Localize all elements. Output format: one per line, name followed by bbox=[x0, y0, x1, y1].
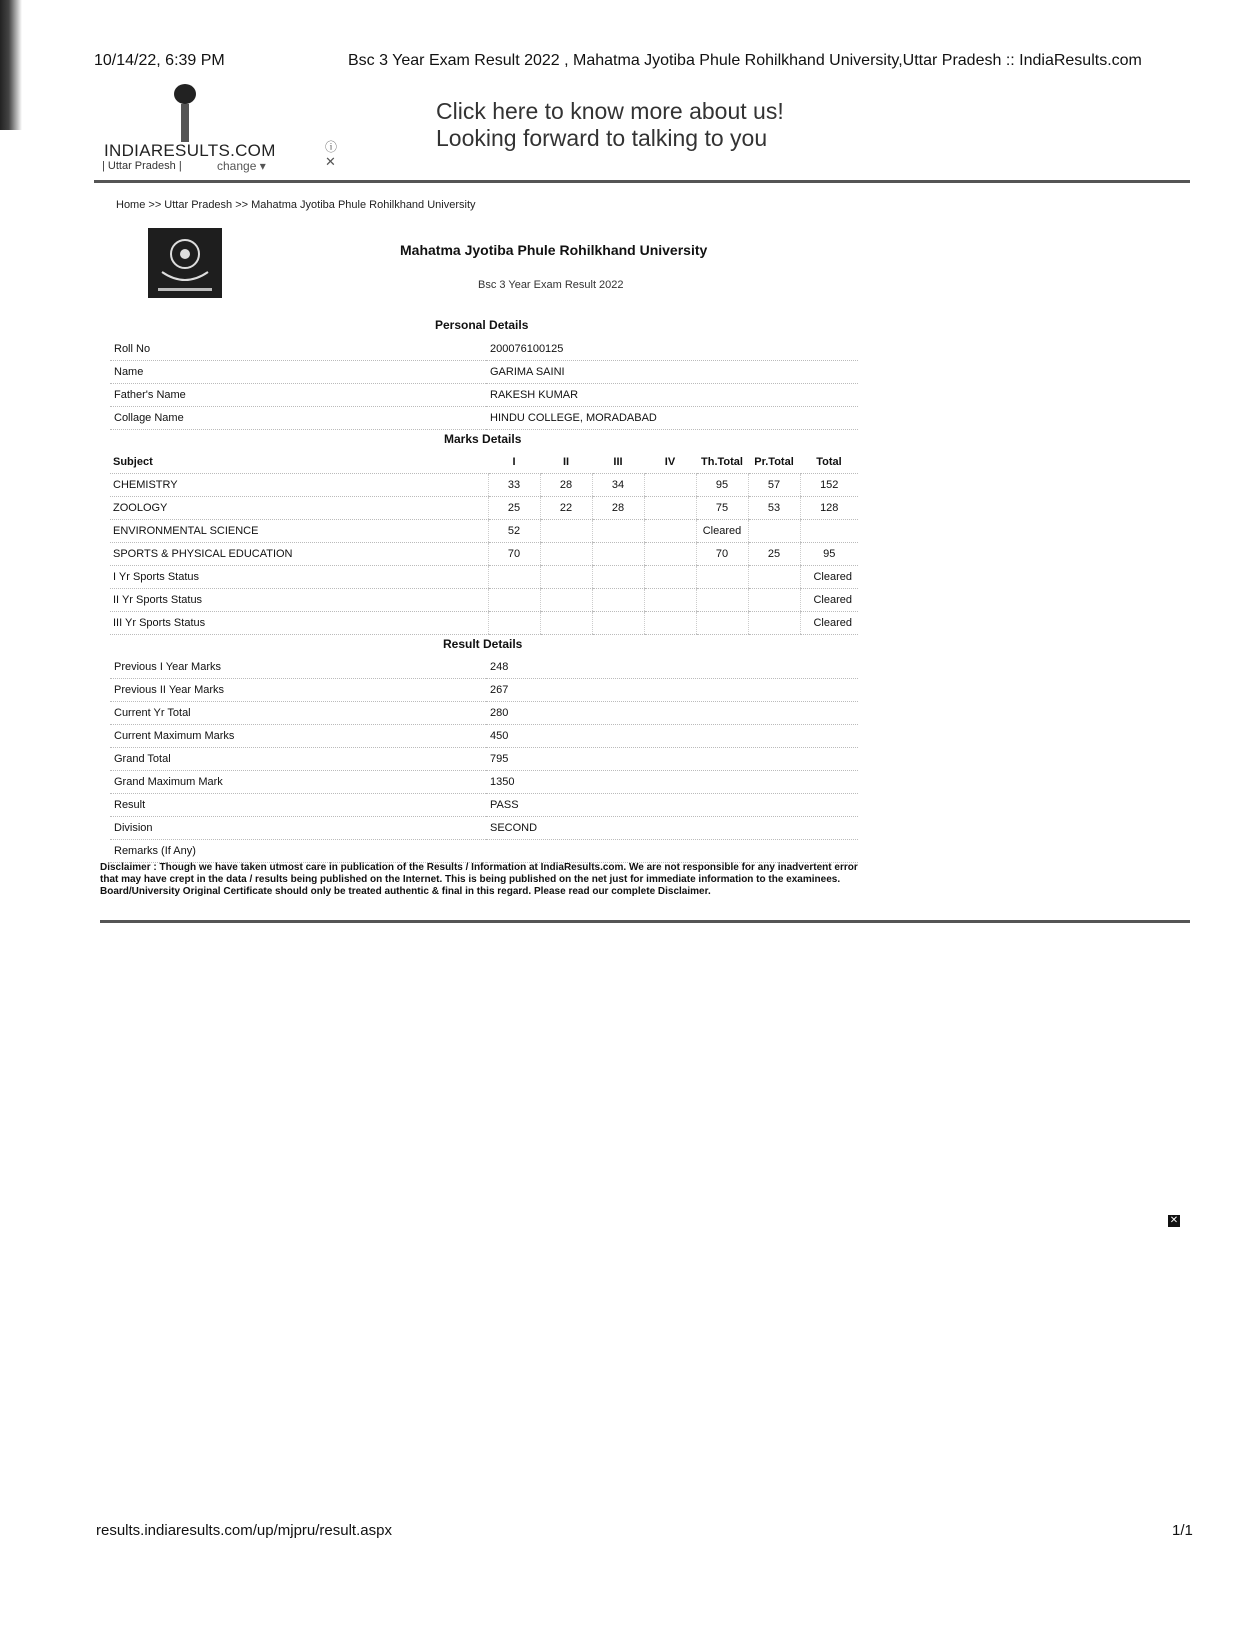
mark-cell bbox=[696, 612, 748, 635]
table-row bbox=[110, 771, 858, 794]
mark-cell: 70 bbox=[696, 543, 748, 566]
table-row bbox=[110, 840, 858, 863]
ad-banner[interactable] bbox=[436, 98, 784, 152]
column-header: Total bbox=[800, 451, 858, 474]
field-label: Remarks (If Any) bbox=[110, 840, 486, 863]
close-icon[interactable]: ✕ bbox=[1169, 1215, 1179, 1226]
mark-cell bbox=[592, 566, 644, 589]
field-label: Current Yr Total bbox=[110, 702, 486, 725]
breadcrumb[interactable]: Home >> Uttar Pradesh >> Mahatma Jyotiba Phule Rohilkhand University bbox=[116, 199, 476, 211]
field-value: 1350 bbox=[486, 771, 858, 794]
column-header: I bbox=[488, 451, 540, 474]
mark-cell bbox=[592, 612, 644, 635]
mark-cell bbox=[488, 612, 540, 635]
mark-cell bbox=[748, 612, 800, 635]
table-row bbox=[110, 474, 858, 497]
mark-cell: 52 bbox=[488, 520, 540, 543]
header-divider bbox=[94, 180, 1190, 183]
mark-cell bbox=[592, 543, 644, 566]
print-footer-url: results.indiaresults.com/up/mjpru/result.aspx bbox=[96, 1522, 392, 1539]
table-row bbox=[110, 407, 858, 430]
university-name: Mahatma Jyotiba Phule Rohilkhand University bbox=[400, 242, 708, 258]
result-details-title: Result Details bbox=[443, 637, 523, 651]
mark-cell bbox=[748, 520, 800, 543]
field-label: Current Maximum Marks bbox=[110, 725, 486, 748]
subject-name: SPORTS & PHYSICAL EDUCATION bbox=[110, 543, 488, 566]
field-value bbox=[486, 840, 858, 863]
column-header: IV bbox=[644, 451, 696, 474]
mark-cell: 28 bbox=[592, 497, 644, 520]
change-state-link[interactable]: change ▾ bbox=[217, 159, 266, 173]
column-header: Th.Total bbox=[696, 451, 748, 474]
field-label: Result bbox=[110, 794, 486, 817]
mark-cell: 95 bbox=[696, 474, 748, 497]
mark-cell bbox=[540, 612, 592, 635]
scan-edge-shadow bbox=[0, 0, 22, 130]
table-row bbox=[110, 679, 858, 702]
torch-logo-icon bbox=[172, 84, 198, 144]
mark-cell: 57 bbox=[748, 474, 800, 497]
subject-name: ZOOLOGY bbox=[110, 497, 488, 520]
ad-info-icon[interactable]: ⓘ bbox=[325, 140, 338, 154]
column-header: II bbox=[540, 451, 592, 474]
column-header: III bbox=[592, 451, 644, 474]
mark-cell bbox=[592, 589, 644, 612]
table-row bbox=[110, 612, 858, 635]
mark-cell: 33 bbox=[488, 474, 540, 497]
university-emblem-icon bbox=[148, 228, 222, 298]
field-label: Father's Name bbox=[110, 384, 486, 407]
mark-cell bbox=[644, 543, 696, 566]
subject-name: II Yr Sports Status bbox=[110, 589, 488, 612]
subject-name: ENVIRONMENTAL SCIENCE bbox=[110, 520, 488, 543]
mark-cell bbox=[800, 520, 858, 543]
field-value: 450 bbox=[486, 725, 858, 748]
mark-cell: Cleared bbox=[696, 520, 748, 543]
column-header: Subject bbox=[110, 451, 488, 474]
status-cell: Cleared bbox=[800, 589, 858, 612]
ad-line-1: Click here to know more about us! bbox=[436, 98, 784, 124]
personal-details-table bbox=[110, 338, 858, 430]
print-page-title: Bsc 3 Year Exam Result 2022 , Mahatma Jyotiba Phule Rohilkhand University,Uttar Pradesh :: IndiaResults.com bbox=[348, 52, 1142, 69]
subject-name: III Yr Sports Status bbox=[110, 612, 488, 635]
mark-cell: 34 bbox=[592, 474, 644, 497]
mark-cell bbox=[540, 520, 592, 543]
field-label: Collage Name bbox=[110, 407, 486, 430]
mark-cell: 53 bbox=[748, 497, 800, 520]
mark-cell: 22 bbox=[540, 497, 592, 520]
field-label: Previous II Year Marks bbox=[110, 679, 486, 702]
table-row bbox=[110, 520, 858, 543]
mark-cell: 25 bbox=[488, 497, 540, 520]
site-logo[interactable] bbox=[100, 84, 340, 176]
field-value: HINDU COLLEGE, MORADABAD bbox=[486, 407, 858, 430]
site-logo-text: INDIARESULTS.COM bbox=[104, 141, 276, 160]
mark-cell bbox=[696, 589, 748, 612]
mark-cell bbox=[644, 520, 696, 543]
field-value: 280 bbox=[486, 702, 858, 725]
mark-cell: 95 bbox=[800, 543, 858, 566]
mark-cell bbox=[644, 497, 696, 520]
mark-cell bbox=[748, 589, 800, 612]
ad-line-2: Looking forward to talking to you bbox=[436, 125, 768, 151]
mark-cell bbox=[540, 589, 592, 612]
chevron-down-icon: ▾ bbox=[259, 159, 266, 173]
footer-divider bbox=[100, 920, 1190, 923]
table-row bbox=[110, 656, 858, 679]
marks-table bbox=[110, 451, 858, 635]
mark-cell bbox=[696, 566, 748, 589]
table-row bbox=[110, 497, 858, 520]
field-label: Grand Maximum Mark bbox=[110, 771, 486, 794]
marks-header-row bbox=[110, 451, 858, 474]
mark-cell: 75 bbox=[696, 497, 748, 520]
mark-cell: 25 bbox=[748, 543, 800, 566]
field-value: 795 bbox=[486, 748, 858, 771]
personal-details-title: Personal Details bbox=[435, 318, 529, 332]
field-label: Grand Total bbox=[110, 748, 486, 771]
field-value: PASS bbox=[486, 794, 858, 817]
mark-cell bbox=[644, 566, 696, 589]
mark-cell bbox=[488, 566, 540, 589]
mark-cell: 70 bbox=[488, 543, 540, 566]
table-row bbox=[110, 589, 858, 612]
field-label: Roll No bbox=[110, 338, 486, 361]
mark-cell: 152 bbox=[800, 474, 858, 497]
table-row bbox=[110, 361, 858, 384]
field-value: SECOND bbox=[486, 817, 858, 840]
table-row bbox=[110, 794, 858, 817]
mark-cell: 28 bbox=[540, 474, 592, 497]
exam-name: Bsc 3 Year Exam Result 2022 bbox=[478, 279, 624, 291]
marks-details-title: Marks Details bbox=[444, 432, 522, 446]
field-value: 248 bbox=[486, 656, 858, 679]
mark-cell bbox=[488, 589, 540, 612]
print-datetime: 10/14/22, 6:39 PM bbox=[94, 52, 225, 69]
field-value: 267 bbox=[486, 679, 858, 702]
mark-cell bbox=[592, 520, 644, 543]
mark-cell bbox=[644, 589, 696, 612]
table-row bbox=[110, 566, 858, 589]
mark-cell bbox=[748, 566, 800, 589]
print-page-number: 1/1 bbox=[1172, 1522, 1193, 1539]
mark-cell bbox=[540, 543, 592, 566]
field-value: 200076100125 bbox=[486, 338, 858, 361]
table-row bbox=[110, 338, 858, 361]
mark-cell bbox=[644, 474, 696, 497]
disclaimer-text: Disclaimer : Though we have taken utmost care in publication of the Results / Information at IndiaResults.com. We are not responsible for any inadvertent error that may have crept in the data / results being published on the Internet. This is being published on the net just for immediate information to the examinees. Board/University Original Certificate should only be treated authentic & final in this regard. Please read our complete Disclaimer. bbox=[100, 862, 858, 897]
field-value: GARIMA SAINI bbox=[486, 361, 858, 384]
status-cell: Cleared bbox=[800, 612, 858, 635]
table-row bbox=[110, 543, 858, 566]
field-value: RAKESH KUMAR bbox=[486, 384, 858, 407]
mark-cell: 128 bbox=[800, 497, 858, 520]
selected-state: | Uttar Pradesh | bbox=[102, 160, 182, 172]
result-details-table bbox=[110, 656, 858, 863]
mark-cell bbox=[644, 612, 696, 635]
field-label: Name bbox=[110, 361, 486, 384]
status-cell: Cleared bbox=[800, 566, 858, 589]
ad-close-icon[interactable]: ✕ bbox=[325, 154, 336, 169]
field-label: Previous I Year Marks bbox=[110, 656, 486, 679]
table-row bbox=[110, 384, 858, 407]
table-row bbox=[110, 702, 858, 725]
table-row bbox=[110, 817, 858, 840]
column-header: Pr.Total bbox=[748, 451, 800, 474]
field-label: Division bbox=[110, 817, 486, 840]
subject-name: CHEMISTRY bbox=[110, 474, 488, 497]
table-row bbox=[110, 748, 858, 771]
mark-cell bbox=[540, 566, 592, 589]
table-row bbox=[110, 725, 858, 748]
subject-name: I Yr Sports Status bbox=[110, 566, 488, 589]
